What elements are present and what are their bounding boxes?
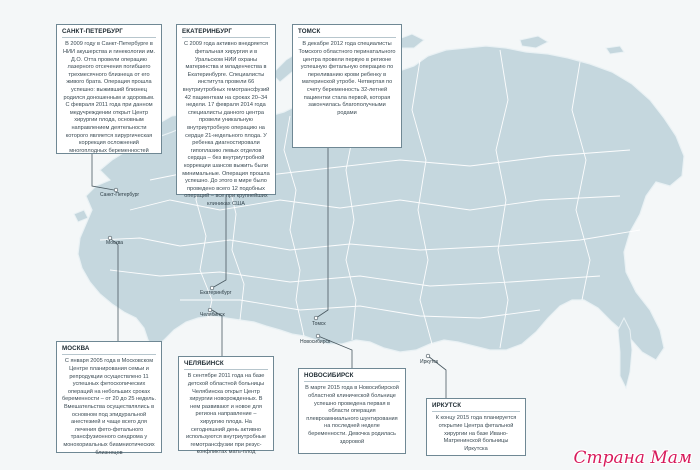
marker-tomsk [314,316,318,320]
info-box-text: С января 2005 года в Московском Центре планирования семьи и репродукции осуществлено 11 успешных фетоскопических операций на небольших сроках беременности – от 20 до 25 недель. Вмешательства осуществлялись в основном под эпидуральной анестезией и чаще всего для лечения фето-фетального трансфузионного синдрома у монохориальных биамниотических близнецов [62,358,157,456]
info-box-title: НОВОСИБИРСК [304,372,400,382]
info-box-title: МОСКВА [62,345,156,355]
city-label-tomsk: Томск [312,321,326,327]
city-label-nsk: Новосибирск [300,339,331,345]
info-box-irk [426,398,526,456]
info-box-text: В декабре 2012 года специалисты Томского областного перинатального центра провели первую в регионе успешную фетальную операцию по переливанию крови ребенку в материнской утробе. Четвертая по счету беременность 32-летней пациентки стала первой, которая закончилась благополучными родами [298,41,396,116]
info-box-moscow [56,341,162,456]
info-box-text: С 2009 года активно внедряется фетальная хирургия и в Уральском НИИ охраны материнства и младенчества в Екатеринбурге. Специалисты института провели 66 внутриутробных гемотрансфузий 42 пациенткам на сроках 20–34 недели. 17 февраля 2014 года специалисты данного центра провели уникальную внутриутробную операцию на сердце 21-недельного плода. У ребенка диагностировали гипоплазию левых отделов сердца – без внутриутробной коррекции шансов выжить были минимальные. Операция прошла успешно. До этого в мире было проведено всего 12 подобных операций – все при крупнейших клиниках США [182,41,270,207]
watermark-logo: Страна Мам [573,448,692,468]
info-box-title: ИРКУТСК [432,402,520,412]
city-label-moscow: Москва [106,240,124,246]
info-box-text: В 2009 году в Санкт-Петербурге в НИИ акушерства и гинекологии им. Д.О. Отта провели операцию лазерного отсечения погибшего трехмесячного близнеца от его живого брата. Операция прошла успешно: выживший близнец родился доношенным и здоровым. С февраля 2011 года при данном медучреждении открыт Центр хирургии плода, основным направлением деятельности которого является хирургическая коррекция осложнений многоплодных беременностей [62,41,156,154]
info-box-nsk [298,368,406,454]
city-label-ekb: Екатеринбург [200,290,232,296]
city-label-chel: Челябинск [200,312,225,318]
info-box-title: САНКТ-ПЕТЕРБУРГ [62,28,156,38]
marker-irk [426,354,430,358]
info-box-text: В сентябре 2011 года на базе детской областной больницы Челябинска открыт Центр хирургии новорожденных. В нем развивают и новое для региона направление – хирургию плода. На сегодняшний день активно используются внутриутробные гемотрансфузии при резус-конфликтах мать-плод [185,373,267,456]
city-label-irk: Иркутск [420,359,439,365]
info-box-title: ТОМСК [298,28,396,38]
info-box-title: ЧЕЛЯБИНСК [184,360,268,370]
marker-nsk [316,334,320,338]
info-box-spb [56,24,162,154]
info-box-text: В марте 2015 года в Новосибирской областной клинической больнице успешно проведена первая в области операция плевроамниального шунтирования на последней неделе беременности. Девочка родилась здоровой [305,385,399,445]
info-box-chel [178,356,274,456]
info-box-ekb [176,24,276,207]
info-box-text: К концу 2015 года планируется открытие Центра фетальной хирургии на базе Ивано-Матренинской больницы Иркутска [435,415,517,452]
info-box-tomsk [292,24,402,148]
city-label-spb: Санкт-Петербург [100,192,140,198]
info-box-title: ЕКАТЕРИНБУРГ [182,28,270,38]
